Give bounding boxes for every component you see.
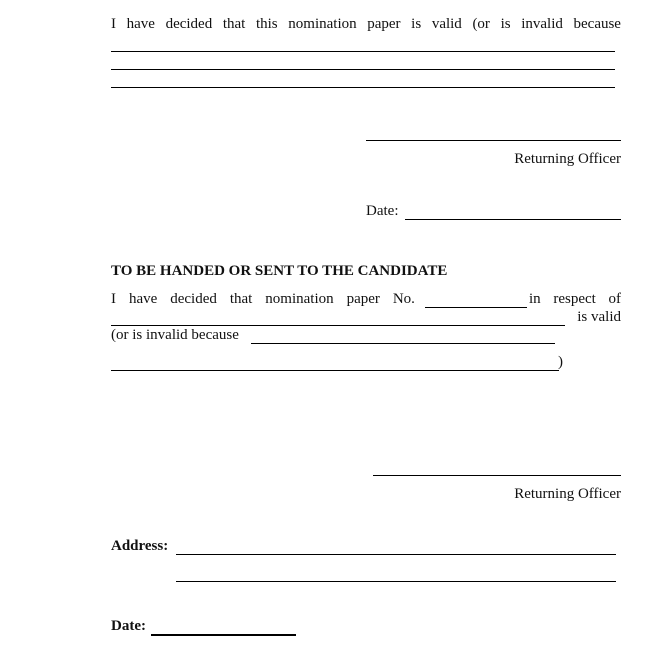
word: of [608,291,621,307]
invalid-reason-line-2[interactable] [111,370,559,371]
word: is [500,16,511,32]
address-label: Address: [111,538,169,554]
word: paper [367,16,401,32]
reason-line-3[interactable] [111,87,615,88]
word: (or [472,16,490,32]
statement-line [111,16,621,33]
invalid-because-label: (or is invalid because [111,327,239,343]
word: is [411,16,422,32]
date-label-2: Date: [111,618,146,634]
address-line-1[interactable] [176,554,616,555]
word: this [255,16,278,32]
word: invalid [521,16,563,32]
respect-line[interactable] [111,325,565,326]
word: have [128,291,158,307]
reason-line-1[interactable] [111,51,615,52]
word: that [229,291,253,307]
date-line[interactable] [405,219,621,220]
is-valid-text: is valid [577,309,621,325]
word: valid [431,16,462,32]
word: I [111,291,116,307]
word: because [573,16,621,32]
word: nomination [265,291,334,307]
word: decided [165,16,213,32]
returning-officer-label: Returning Officer [514,151,621,167]
word: respect [553,291,596,307]
word: paper [346,291,380,307]
word: in [529,291,541,307]
invalid-reason-line-1[interactable] [251,343,555,344]
word: I [111,16,116,32]
paper-number-line[interactable] [425,307,527,308]
returning-officer-label-2: Returning Officer [514,486,621,502]
address-line-2[interactable] [176,581,616,582]
in-respect-of-text [529,291,621,308]
word: have [126,16,155,32]
date-label: Date: [366,203,399,219]
candidate-heading: TO BE HANDED OR SENT TO THE CANDIDATE [111,263,448,279]
officer-signature-line[interactable] [366,140,621,141]
word: nomination [288,16,357,32]
word: No. [392,291,415,307]
closing-parenthesis: ) [558,354,563,370]
word: decided [170,291,217,307]
date-line-2[interactable] [151,634,296,636]
word: that [222,16,246,32]
officer-signature-line-2[interactable] [373,475,621,476]
paper-number-statement [111,291,415,308]
reason-line-2[interactable] [111,69,615,70]
